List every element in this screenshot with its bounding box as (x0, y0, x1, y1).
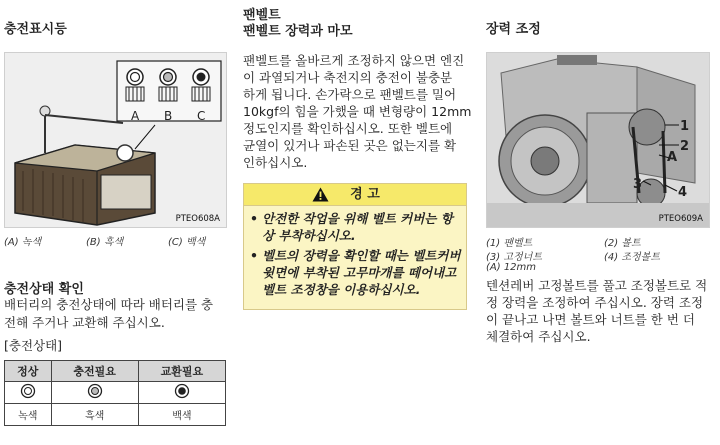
warning-item (250, 247, 462, 298)
table-row (5, 382, 226, 404)
warning-line: 벨트의 장력을 확인할 때는 벨트커버 (262, 248, 461, 263)
legend-fixing-nut: (3) 고정너트 (486, 252, 542, 263)
legend-bolt: (2) 볼트 (604, 238, 641, 249)
fanbelt-body (243, 52, 471, 171)
body-line: 체결하여 주십시오. (486, 329, 591, 344)
warning-triangle-icon (312, 187, 329, 202)
warning-line: 상 부착하십시오. (262, 228, 356, 243)
body-line: 팬벨트를 올바르게 조정하지 않으면 엔진 (243, 53, 465, 68)
callout-a: A (667, 150, 678, 165)
legend-12mm: (A) 12mm (486, 262, 537, 273)
body-line: 10kgf의 힘을 가했을 때 변형량이 12mm (243, 104, 472, 119)
battery-illustration (5, 53, 226, 227)
callout-2: 2 (680, 139, 690, 154)
caption-white: (C) 백색 (168, 237, 206, 248)
figure-label-a: A (131, 109, 140, 123)
indicator-black-icon (87, 383, 103, 399)
tension-body (486, 277, 707, 345)
charge-status-table (4, 360, 226, 426)
body-line: 정도인지를 확인하십시오. 또한 벨트에 (243, 121, 453, 136)
bullet-icon: • (250, 211, 258, 226)
header-normal: 정상 (5, 361, 52, 382)
warning-item (250, 210, 462, 244)
middle-section-title: 팬벨트 (243, 8, 281, 23)
color-black: 흑색 (51, 404, 138, 426)
charge-status-body-2: 전해 주거나 교환해 주십시오. (4, 315, 165, 330)
table-row (5, 404, 226, 426)
table-cell (138, 382, 225, 404)
body-line: 하게 됩니다. 손가락으로 팬벨트를 밀어 (243, 87, 457, 102)
callout-4: 4 (678, 185, 688, 200)
table-cell (5, 382, 52, 404)
warning-header (244, 184, 466, 206)
warning-box (243, 183, 467, 310)
warning-list (244, 206, 466, 298)
body-line: 텐션레버 고정볼트를 풀고 조정볼트로 적 (486, 278, 708, 293)
body-line: 이 과열되거나 축전지의 충전이 불충분 (243, 70, 453, 85)
figure-label-b: B (164, 109, 173, 123)
warning-line: 윗면에 부착된 고무마개를 떼어내고 (262, 265, 457, 280)
tension-adjust-figure (486, 52, 710, 228)
warning-line: 벨트 조정창을 이용하십시오. (262, 282, 421, 297)
legend-fanbelt: (1) 팬벨트 (486, 238, 533, 249)
caption-green: (A) 녹색 (4, 237, 42, 248)
middle-subtitle: 팬벨트 장력과 마모 (243, 24, 353, 39)
engine-illustration (487, 53, 709, 227)
header-needs-replace: 교환필요 (138, 361, 225, 382)
table-caption: [충전상태] (4, 338, 63, 353)
right-section-title: 장력 조정 (486, 22, 541, 37)
body-line: 정 장력을 조정하여 주십시오. 장력 조정 (486, 295, 704, 310)
table-cell (51, 382, 138, 404)
figure-label-c: C (197, 109, 206, 123)
figure-code: PTEO609A (658, 214, 703, 224)
indicator-white-icon (174, 383, 190, 399)
left-section-title: 충전표시등 (4, 22, 67, 37)
figure-code: PTEO608A (175, 214, 220, 224)
table-header-row (5, 361, 226, 382)
color-white: 백색 (138, 404, 225, 426)
caption-black: (B) 흑색 (86, 237, 124, 248)
indicator-green-icon (20, 383, 36, 399)
warning-title: 경 고 (350, 187, 380, 202)
body-line: 균열이 있거나 파손된 곳은 없는지를 확 (243, 138, 457, 153)
body-line: 인하십시오. (243, 155, 308, 170)
charge-indicator-figure (4, 52, 227, 228)
warning-line: 안전한 작업을 위해 벨트 커버는 항 (262, 211, 453, 226)
legend-adjust-bolt: (4) 조정볼트 (604, 252, 660, 263)
callout-3: 3 (633, 177, 643, 192)
charge-status-heading: 충전상태 확인 (4, 282, 84, 297)
header-needs-charge: 충전필요 (51, 361, 138, 382)
body-line: 이 끝나고 나면 볼트와 너트를 한 번 더 (486, 312, 695, 327)
charge-status-body-1: 배터리의 충전상태에 따라 배터리를 충 (4, 297, 214, 312)
bullet-icon: • (250, 248, 258, 263)
color-green: 녹색 (5, 404, 52, 426)
callout-1: 1 (680, 119, 690, 134)
